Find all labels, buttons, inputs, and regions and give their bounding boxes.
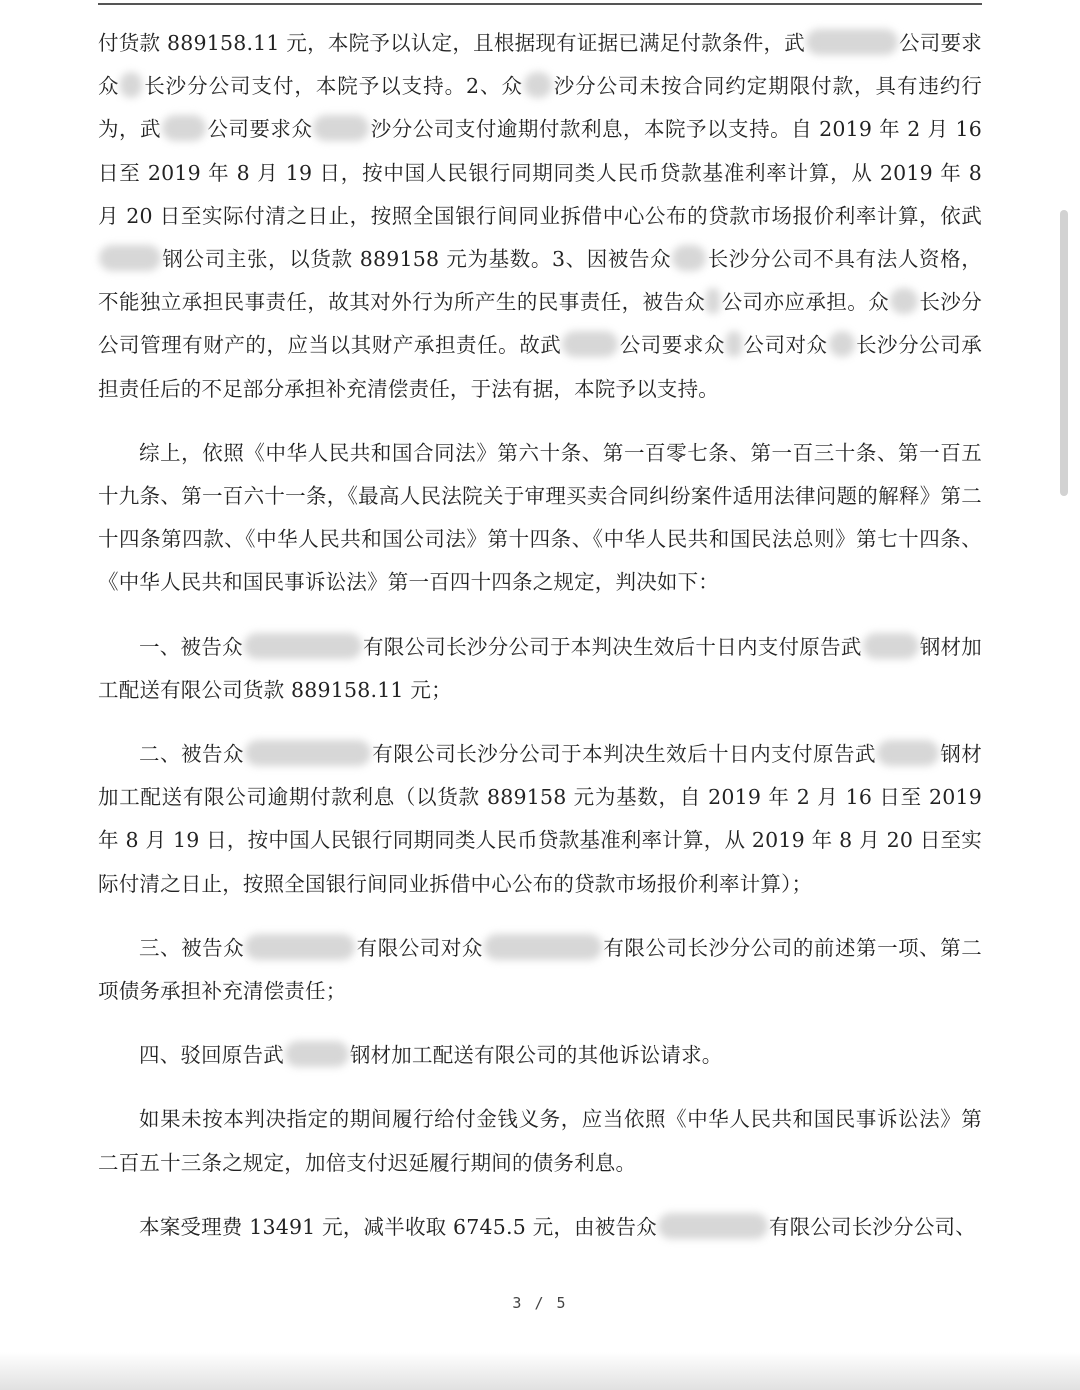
redaction-blur [806,29,898,55]
redaction-blur [672,245,706,271]
text-segment: 公司对众 [743,333,828,358]
text-segment: 公司要求众 [619,333,726,358]
redaction-blur [658,1213,768,1239]
page-body [98,22,982,1249]
judgment-item-4 [98,1034,982,1077]
text-segment: 三、被告众 [139,935,245,960]
text-segment: 本案受理费 13491 元，减半收取 6745.5 元，由被告众 [139,1214,657,1239]
redaction-blur [706,288,720,314]
redaction-blur [244,633,362,659]
text-segment: 综上，依照《中华人民共和国合同法》第六十条、第一百零七条、第一百三十条、第一百五十九条、第一百六十一条，《最高人民法院关于审理买卖合同纠纷案件适用法律问题的解释》第二十四条第四款、《中华人民共和国公司法》第十四条、《中华人民共和国民法总则》第七十四条、《中华人民共和国民事诉讼法》第一百四十四条之规定，判决如下： [98,440,982,595]
redaction-blur [562,331,618,357]
text-segment: 长沙分公司管理有财产的，应当以其财产承担责任。故武 [98,290,982,358]
paragraph-legal-basis [98,432,982,605]
text-segment: 有限公司长沙分公司于本判决生效后十日内支付原告武 [371,742,877,767]
text-segment: 钢材加工配送有限公司逾期付款利息（以货款 889158 元为基数，自 2019 年 2 月 16 日至 2019 年 8 月 19 日，按中国人民银行同期同类人民币贷款基准利率计算，从 2019 年 8 月 20 日至实际付清之日止，按照全国银行间同业拆借中心公布的贷款市场报价利率计算）； [98,742,982,896]
redaction-blur [863,633,919,659]
redaction-blur [99,245,161,271]
paragraph-late-payment-notice [98,1098,982,1184]
text-segment: 付货款 889158.11 元，本院予以认定，且根据现有证据已满足付款条件，武 [98,31,805,55]
redaction-blur [120,72,142,98]
redaction-blur [877,740,939,766]
paragraph-court-fee [98,1206,982,1249]
text-segment: 如果未按本判决指定的期间履行给付金钱义务，应当依照《中华人民共和国民事诉讼法》第二百五十三条之规定，加倍支付迟延履行期间的债务利息。 [98,1107,982,1175]
text-segment: 一、被告众 [139,634,243,659]
redaction-blur [285,1041,349,1067]
redaction-blur [484,934,602,960]
text-segment: 公司要求众 [98,31,982,99]
paragraph-reasoning [98,22,982,411]
text-segment: 沙分公司支付逾期付款利息，本院予以支持。自 2019 年 2 月 16 日至 2019 年 8 月 19 日，按中国人民银行同期同类人民币贷款基准利率计算，从 2019 年 8 月 20 日至实际付清之日止，按照全国银行间同业拆借中心公布的贷款市场报价利率计算，依武 [98,117,983,228]
judgment-item-2 [98,733,982,906]
redaction-blur [890,288,918,314]
redaction-blur [162,115,206,141]
text-segment: 二、被告众 [139,742,244,767]
redaction-blur [313,115,369,141]
top-rule [98,3,982,5]
text-segment: 有限公司长沙分公司、 [768,1214,976,1239]
redaction-blur [726,331,742,357]
text-segment: 钢公司主张，以货款 889158 元为基数。3、因被告众 [162,247,672,272]
text-segment: 钢材加工配送有限公司货款 889158.11 元； [98,634,982,702]
text-segment: 沙分公司未按合同约定期限付款，具有违约行为，武 [98,74,983,142]
judgment-item-1 [98,626,982,712]
redaction-blur [829,331,855,357]
text-segment: 长沙分公司支付，本院予以支持。2、众 [143,74,523,99]
redaction-blur [245,740,371,766]
text-segment: 有限公司对众 [356,935,483,960]
text-segment: 有限公司长沙分公司于本判决生效后十日内支付原告武 [362,634,862,659]
text-segment: 钢材加工配送有限公司的其他诉讼请求。 [349,1043,723,1068]
text-segment: 四、驳回原告武 [139,1043,284,1068]
redaction-blur [245,934,355,960]
judgment-item-3 [98,927,982,1013]
text-segment: 长沙分公司承担责任后的不足部分承担补充清偿责任，于法有据，本院予以支持。 [98,333,982,401]
text-segment: 长沙分公司不具有法人资格，不能独立承担民事责任，故其对外行为所产生的民事责任，被告众 [98,247,982,315]
text-segment: 公司要求众 [207,117,313,142]
bottom-shadow [0,1352,1080,1390]
page-indicator: 3 / 5 [512,1294,568,1312]
text-segment: 公司亦应承担。众 [721,290,890,315]
text-segment: 有限公司长沙分公司的前述第一项、第二项债务承担补充清偿责任； [98,935,982,1004]
vertical-scrollbar-thumb[interactable] [1060,210,1068,496]
redaction-blur [524,72,552,98]
